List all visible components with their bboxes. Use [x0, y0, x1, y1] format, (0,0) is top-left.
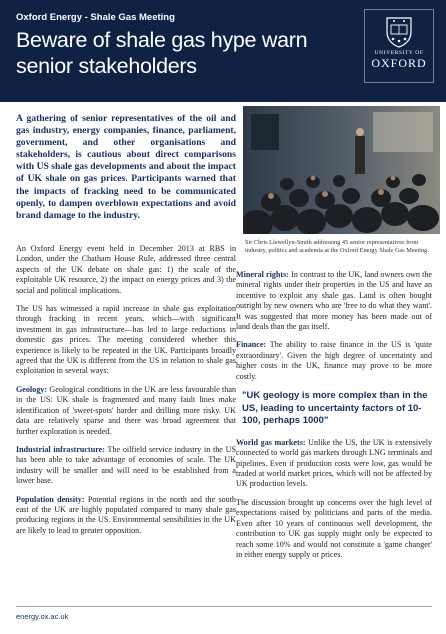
oxford-logo: [364, 9, 434, 83]
intro-paragraph: An Oxford Energy event held in December 2013 at RBS in London, under the Chatham House Rule, addressed three central aspects of the UK debate on shale gas: 1) the scale of the exploitable UK resource, 2) the impact on energy prices and 3) the social and political implications.: [16, 244, 236, 295]
header-banner: [0, 0, 446, 102]
geology-heading: Geology:: [16, 384, 48, 394]
lead-paragraph: A gathering of senior representatives of the oil and gas industry, energy companies, finance, parliament, government, and other organisations and stakeholders, is cautious about direct comparisons with US shale gas developments and about the impact of UK shale on gas prices. Participants warned that the impacts of fracking need to be communicated openly, to dampen overblown expectations and avoid brand damage to the industry.: [16, 113, 236, 221]
infrastructure-heading: Industrial infrastructure:: [16, 444, 105, 454]
right-column: [236, 270, 432, 568]
geology-text: Geological conditions in the UK are less favourable than in the US: UK shale is fragmented and many fault lines make identification of 'sweet-spots' harder and drilling more risky. UK data are relatively sparse and there was broad agreement that further exploration is needed.: [16, 384, 236, 436]
page-title: Beware of shale gas hype warn senior stakeholders: [16, 28, 308, 78]
pull-quote: "UK geology is more complex than in the US, leading to uncertainty factors of 10-100, perhaps 1000": [242, 390, 428, 427]
footer-url-link[interactable]: energy.ox.ac.uk: [16, 612, 69, 621]
geology-paragraph: [16, 385, 236, 437]
meeting-photo-image: [243, 106, 440, 234]
photo-caption: Sir Chris Llewellyn-Smith addressing 45 senior representatives from industry, politics and academia at the Oxford Energy Shale Gas Meeting.: [245, 239, 429, 254]
infrastructure-paragraph: [16, 445, 236, 487]
crest-icon: [384, 16, 414, 48]
footer-divider: [16, 606, 432, 607]
mineral-rights-heading: Mineral rights:: [236, 270, 289, 279]
finance-heading: Finance:: [236, 340, 267, 350]
logo-oxford-text: OXFORD: [371, 56, 427, 70]
left-column: [16, 244, 236, 544]
mineral-rights-text: In contrast to the UK, land owners own the mineral rights under their properties in the US and have an incentive to exploit any shale gas. Land is often bought outright by new owners who are 'free to do what they want'. It was suggested that more money has been made out of land deals than the gas itself.: [236, 270, 432, 332]
population-paragraph: [16, 495, 236, 537]
meeting-photo: [243, 106, 440, 234]
logo-university-text: UNIVERSITY OF: [374, 50, 424, 56]
closing-paragraph: The discussion brought up concerns over the high level of expectations raised by politicians and parts of the media. Even after 10 years of continuous well development, the contribution to UK gas supply might only be expected to reach some 10% and would not constitute a 'game changer' in either energy supply or prices.: [236, 497, 432, 559]
kicker-label: Oxford Energy - Shale Gas Meeting: [16, 12, 175, 23]
world-gas-markets-heading: World gas markets:: [236, 437, 306, 447]
population-heading: Population density:: [16, 494, 85, 504]
us-context-paragraph: The US has witnessed a rapid increase in shale gas exploitation through fracking in recent years, which—with significant investment in gas infrastructure—has led to large reductions in domestic gas prices. The meeting considered whether this experience is likely to be repeated in the UK. Participants broadly agreed that the UK is different from the US in relation to shale gas exploitation in several ways:: [16, 304, 236, 376]
finance-paragraph: [236, 340, 432, 382]
finance-text: The ability to raise finance in the US is 'quite extraordinary'. Given the high degree of uncertainty and higher costs in the UK, finance may prove to be more costly.: [236, 340, 432, 381]
population-text: Potential regions in the north and the south east of the UK are highly populated compared to many shale gas producing regions in the US. Environmental sensibilities in the UK are likely to lead to greater opposition.: [16, 494, 236, 535]
world-gas-markets-paragraph: [236, 438, 432, 490]
world-gas-markets-text: Unlike the US, the UK is extensively connected to world gas markets through LNG terminals and pipelines. Even if production costs were low, gas would be traded at world market prices, which will not be affected by UK production levels.: [236, 437, 433, 489]
infrastructure-text: The oilfield service industry in the US has been able to take advantage of economies of scale. The UK industry will be smaller and will need to be established from a lower base.: [16, 444, 236, 486]
mineral-rights-paragraph: [236, 270, 432, 332]
